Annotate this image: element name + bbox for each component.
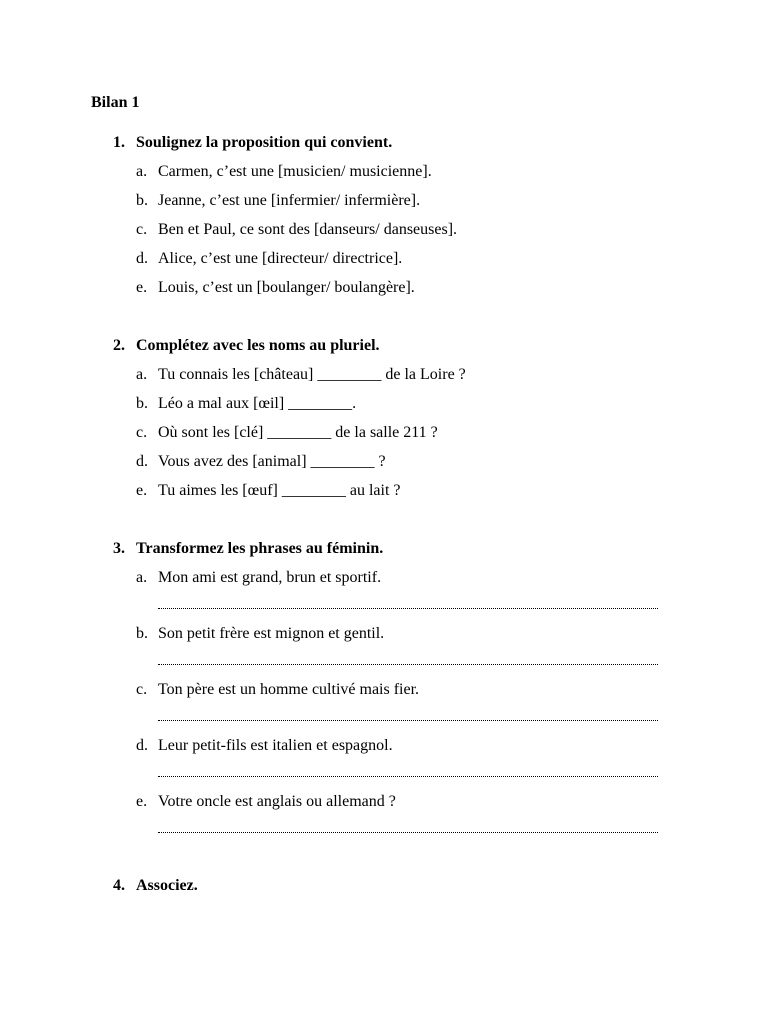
item-text: Ton père est un homme cultivé mais fier. — [158, 681, 420, 698]
page-title: Bilan 1 — [91, 94, 140, 111]
list-item — [136, 249, 402, 269]
item-letter: c. — [136, 424, 148, 441]
exercise-number: 1. — [113, 134, 125, 151]
exercise-number: 4. — [113, 877, 125, 894]
item-text: Louis, c’est un [boulanger/ boulangère]. — [158, 279, 415, 296]
item-letter: d. — [136, 453, 148, 470]
answer-line[interactable] — [158, 832, 658, 833]
exercise-heading — [113, 336, 380, 356]
list-item — [136, 624, 384, 644]
item-letter: a. — [136, 366, 148, 383]
item-text: Son petit frère est mignon et gentil. — [158, 625, 385, 642]
item-letter: c. — [136, 221, 148, 238]
item-letter: b. — [136, 625, 148, 642]
item-text: Vous avez des [animal] ________ ? — [158, 453, 386, 470]
item-text: Alice, c’est une [directeur/ directrice]. — [158, 250, 403, 267]
item-text: Tu aimes les [œuf] ________ au lait ? — [158, 482, 401, 499]
list-item — [136, 481, 400, 501]
answer-line[interactable] — [158, 664, 658, 665]
exercise-instruction: Soulignez la proposition qui convient. — [136, 134, 393, 151]
item-letter: e. — [136, 482, 148, 499]
item-text: Où sont les [clé] ________ de la salle 211 ? — [158, 424, 438, 441]
list-item — [136, 394, 356, 414]
item-text: Tu connais les [château] ________ de la Loire ? — [158, 366, 466, 383]
item-text: Mon ami est grand, brun et sportif. — [158, 569, 382, 586]
list-item — [136, 568, 381, 588]
item-text: Léo a mal aux [œil] ________. — [158, 395, 357, 412]
item-letter: b. — [136, 192, 148, 209]
exercise-number: 2. — [113, 337, 125, 354]
exercise-heading — [113, 876, 198, 896]
item-letter: a. — [136, 569, 148, 586]
item-letter: b. — [136, 395, 148, 412]
item-letter: d. — [136, 250, 148, 267]
list-item — [136, 423, 438, 443]
item-text: Jeanne, c’est une [infermier/ infermière]. — [158, 192, 421, 209]
exercise-heading — [113, 539, 383, 559]
item-letter: e. — [136, 793, 148, 810]
exercise-instruction: Complétez avec les noms au pluriel. — [136, 337, 380, 354]
exercise-instruction: Transformez les phrases au féminin. — [136, 540, 384, 557]
item-text: Leur petit-fils est italien et espagnol. — [158, 737, 393, 754]
exercise-number: 3. — [113, 540, 125, 557]
answer-line[interactable] — [158, 608, 658, 609]
answer-line[interactable] — [158, 776, 658, 777]
item-letter: d. — [136, 737, 148, 754]
exercise-heading — [113, 133, 392, 153]
list-item — [136, 452, 386, 472]
exercise-instruction: Associez. — [136, 877, 198, 894]
list-item — [136, 792, 396, 812]
item-text: Ben et Paul, ce sont des [danseurs/ danseuses]. — [158, 221, 458, 238]
list-item — [136, 278, 415, 298]
list-item — [136, 162, 432, 182]
item-letter: e. — [136, 279, 148, 296]
list-item — [136, 365, 466, 385]
list-item — [136, 736, 393, 756]
item-text: Votre oncle est anglais ou allemand ? — [158, 793, 396, 810]
item-text: Carmen, c’est une [musicien/ musicienne]. — [158, 163, 432, 180]
answer-line[interactable] — [158, 720, 658, 721]
list-item — [136, 191, 420, 211]
item-letter: c. — [136, 681, 148, 698]
list-item — [136, 680, 419, 700]
list-item — [136, 220, 457, 240]
item-letter: a. — [136, 163, 148, 180]
